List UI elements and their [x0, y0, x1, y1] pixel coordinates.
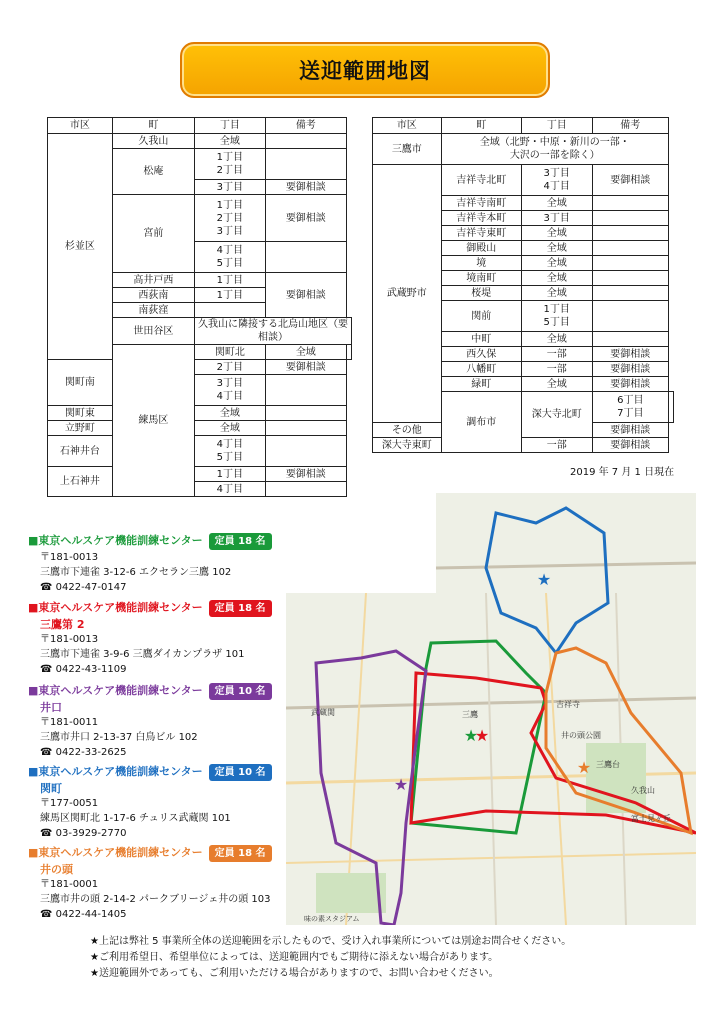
town-cell: 南荻窪 [112, 303, 194, 318]
chome-cell: 全域 [195, 421, 266, 436]
capacity-badge: 定員 18 名 [209, 533, 272, 550]
town-cell: 吉祥寺本町 [441, 211, 521, 226]
center-5: ■東京ヘルスケア機能訓練センター 定員 18 名 井の頭 〒181-0001 三鷹市井の頭 2-14-2 パークブリージェ井の頭 103 ☎ 0422-44-1405 [28, 846, 271, 920]
chome-cell: 1丁目 2丁目 [195, 149, 266, 180]
note-cell: 要御相談 [265, 273, 346, 318]
note-cell: 要御相談 [592, 165, 668, 196]
header-town: 町 [441, 118, 521, 134]
mitaka2-star-icon: ★ [474, 726, 490, 745]
note-cell: 要御相談 [592, 423, 668, 438]
mitaka-star-icon: ★ [463, 726, 479, 745]
chome-cell [195, 303, 266, 318]
chome-cell: 1丁目 2丁目 3丁目 [195, 195, 266, 242]
center-1: ■東京ヘルスケア機能訓練センター 定員 18 名 〒181-0013 三鷹市下連雀 3-12-6 エクセラン三鷹 102 ☎ 0422-47-0147 [28, 533, 272, 595]
note-cell: 要御相談 [265, 195, 346, 242]
header-note: 備考 [265, 118, 346, 134]
ward-cell: 杉並区 [48, 134, 113, 360]
iguchi-star-icon: ★ [393, 775, 409, 794]
note-cell: 要御相談 [592, 347, 668, 362]
mitaka-note: 全域（北野・中原・新川の一部・ 大沢の一部を除く） [441, 134, 668, 165]
header-note: 備考 [592, 118, 668, 134]
town-cell: 関町東 [48, 406, 113, 421]
town-cell: 関町南 [48, 360, 113, 406]
note-cell: 要御相談 [592, 362, 668, 377]
center-subname: 三鷹第 2 [40, 618, 85, 631]
center-4: ■東京ヘルスケア機能訓練センター 定員 10 名 関町 〒177-0051 練馬区関町北 1-17-6 チュリス武蔵関 101 ☎ 03-3929-2770 [28, 764, 272, 841]
note-cell [592, 286, 668, 301]
note-cell [592, 196, 668, 211]
town-cell: 深大寺東町 [373, 438, 442, 453]
map-label: 味の素スタジアム [304, 915, 360, 923]
town-cell: 境 [441, 256, 521, 271]
note-cell [347, 345, 352, 360]
chome-cell: 3丁目 [521, 211, 592, 226]
header-chome: 丁目 [195, 118, 266, 134]
note-cell: 要御相談 [265, 360, 346, 375]
service-area-map [286, 493, 696, 925]
map-label: 富士見ヶ丘 [631, 814, 671, 823]
note-cell [592, 226, 668, 241]
chome-cell: 4丁目 [195, 482, 266, 497]
phone-icon: ☎ [40, 909, 56, 920]
town-cell: 久我山 [112, 134, 194, 149]
phone: 0422-43-1109 [55, 664, 127, 675]
phone: 0422-44-1405 [55, 909, 127, 920]
as-of-date: 2019 年 7 月 1 日現在 [570, 467, 675, 478]
phone: 03-3929-2770 [55, 828, 127, 839]
map-label: 井の頭公園 [561, 731, 601, 740]
address: 三鷹市井口 2-13-37 白鳥ビル 102 [40, 732, 198, 743]
chome-cell: 全域 [521, 196, 592, 211]
town-cell: 八幡町 [441, 362, 521, 377]
inokashira-star-icon: ★ [576, 758, 592, 777]
chome-cell: 一部 [521, 362, 592, 377]
phone-icon: ☎ [40, 828, 56, 839]
chome-cell: 全域 [521, 377, 592, 392]
notes [90, 934, 571, 982]
map-label: 三鷹 [462, 710, 478, 719]
town-cell: 吉祥寺東町 [441, 226, 521, 241]
phone-icon: ☎ [40, 747, 56, 758]
address: 三鷹市井の頭 2-14-2 パークブリージェ井の頭 103 [40, 894, 271, 905]
town-cell: 上石神井 [48, 467, 113, 497]
note-cell [265, 375, 346, 406]
chome-cell: 2丁目 [195, 360, 266, 375]
chome-cell: 全域 [195, 134, 266, 149]
address: 三鷹市下連雀 3-9-6 三鷹ダイカンプラザ 101 [40, 649, 245, 660]
capacity-badge: 定員 10 名 [209, 683, 272, 700]
setagaya-note: 久我山に隣接する北烏山地区（要相談） [195, 318, 352, 345]
town-cell: 吉祥寺北町 [441, 165, 521, 196]
note-cell [265, 406, 346, 421]
map-label: 吉祥寺 [556, 700, 580, 709]
note-cell [592, 271, 668, 286]
note-cell: 要御相談 [265, 467, 346, 482]
note-cell: 要御相談 [592, 438, 668, 453]
note-line: ★ご利用希望日、希望単位によっては、送迎範囲内でもご期待に添えない場合があります。 [90, 952, 499, 963]
header-town: 町 [112, 118, 194, 134]
center-2: ■東京ヘルスケア機能訓練センター 定員 18 名 三鷹第 2 〒181-0013 三鷹市下連雀 3-9-6 三鷹ダイカンプラザ 101 ☎ 0422-43-1109 [28, 600, 272, 677]
postal: 〒177-0051 [40, 798, 99, 809]
town-cell: 中町 [441, 332, 521, 347]
capacity-badge: 定員 18 名 [209, 845, 272, 862]
town-cell: 境南町 [441, 271, 521, 286]
note-cell: 要御相談 [592, 377, 668, 392]
town-cell: 西久保 [441, 347, 521, 362]
chome-cell: 全域 [521, 286, 592, 301]
town-cell: 緑町 [441, 377, 521, 392]
center-3: ■東京ヘルスケア機能訓練センター 定員 10 名 井口 〒181-0011 三鷹市井口 2-13-37 白鳥ビル 102 ☎ 0422-33-2625 [28, 683, 272, 760]
chome-cell: 全域 [265, 345, 346, 360]
ward-cell: 練馬区 [112, 345, 194, 497]
town-cell: 関町北 [195, 345, 266, 360]
town-cell: 御殿山 [441, 241, 521, 256]
chome-cell: 1丁目 [195, 288, 266, 303]
town-cell: 関前 [441, 301, 521, 332]
chome-cell: 3丁目 4丁目 [195, 375, 266, 406]
header-chome: 丁目 [521, 118, 592, 134]
note-cell [592, 332, 668, 347]
phone: 0422-33-2625 [55, 747, 127, 758]
chome-cell: 一部 [521, 438, 592, 453]
town-cell: 桜堤 [441, 286, 521, 301]
sekimachi-star-icon: ★ [536, 570, 552, 589]
note-cell [265, 134, 346, 149]
town-cell: 立野町 [48, 421, 113, 436]
capacity-badge: 定員 18 名 [209, 600, 272, 617]
phone-icon: ☎ [40, 582, 56, 593]
map-label: 三鷹台 [596, 760, 620, 769]
town-cell: 宮前 [112, 195, 194, 273]
town-cell: 松庵 [112, 149, 194, 195]
chome-cell: 4丁目 5丁目 [195, 242, 266, 273]
center-subname: 井の頭 [40, 863, 73, 876]
park [316, 873, 386, 913]
chome-cell: 全域 [521, 332, 592, 347]
note-cell [265, 421, 346, 436]
postal: 〒181-0013 [40, 634, 99, 645]
page-title: 送迎範囲地図 [180, 42, 550, 98]
chome-cell: 1丁目 [195, 467, 266, 482]
address: 練馬区関町北 1-17-6 チュリス武蔵関 101 [40, 813, 231, 824]
note-cell [265, 436, 346, 467]
chome-cell: 3丁目 4丁目 [521, 165, 592, 196]
note-line: ★送迎範囲外であっても、ご利用いただける場合がありますので、お問い合わせください。 [90, 968, 499, 979]
note-cell [265, 242, 346, 273]
town-cell: 西荻南 [112, 288, 194, 303]
map-label: 武蔵関 [311, 708, 335, 717]
chome-cell: 3丁目 [195, 180, 266, 195]
left-area-table [47, 117, 352, 497]
chome-cell: 4丁目 5丁目 [195, 436, 266, 467]
address: 三鷹市下連雀 3-12-6 エクセラン三鷹 102 [40, 567, 232, 578]
phone-icon: ☎ [40, 664, 56, 675]
town-cell: 石神井台 [48, 436, 113, 467]
note-cell [592, 256, 668, 271]
chome-cell: 全域 [521, 271, 592, 286]
header-ward: 市区 [48, 118, 113, 134]
note-line: ★上記は弊社 5 事業所全体の送迎範囲を示したもので、受け入れ事業所については別途お問合せください。 [90, 936, 572, 947]
note-cell [592, 241, 668, 256]
note-cell [592, 301, 668, 332]
note-cell [265, 149, 346, 180]
chome-cell: 6丁目 7丁目 [592, 392, 668, 423]
right-area-table [372, 117, 674, 453]
center-subname: 井口 [40, 701, 62, 714]
chome-cell: 全域 [195, 406, 266, 421]
map-label: 久我山 [631, 786, 655, 795]
chome-cell: 全域 [521, 241, 592, 256]
note-cell [669, 392, 674, 423]
postal: 〒181-0001 [40, 879, 99, 890]
postal: 〒181-0013 [40, 552, 99, 563]
ward-cell: 調布市 [441, 392, 521, 453]
town-cell: 高井戸西 [112, 273, 194, 288]
town-cell: 深大寺北町 [521, 392, 592, 438]
chome-cell: 1丁目 5丁目 [521, 301, 592, 332]
capacity-badge: 定員 10 名 [209, 764, 272, 781]
chome-cell: その他 [373, 423, 442, 438]
chome-cell: 全域 [521, 226, 592, 241]
center-subname: 関町 [40, 782, 62, 795]
note-cell: 要御相談 [265, 180, 346, 195]
chome-cell: 1丁目 [195, 273, 266, 288]
chome-cell: 一部 [521, 347, 592, 362]
header-ward: 市区 [373, 118, 442, 134]
note-cell [592, 211, 668, 226]
chome-cell: 全域 [521, 256, 592, 271]
ward-cell: 三鷹市 [373, 134, 442, 165]
ward-cell: 世田谷区 [112, 318, 194, 345]
town-cell: 吉祥寺南町 [441, 196, 521, 211]
ward-cell: 武蔵野市 [373, 165, 442, 423]
postal: 〒181-0011 [40, 717, 99, 728]
phone: 0422-47-0147 [55, 582, 127, 593]
